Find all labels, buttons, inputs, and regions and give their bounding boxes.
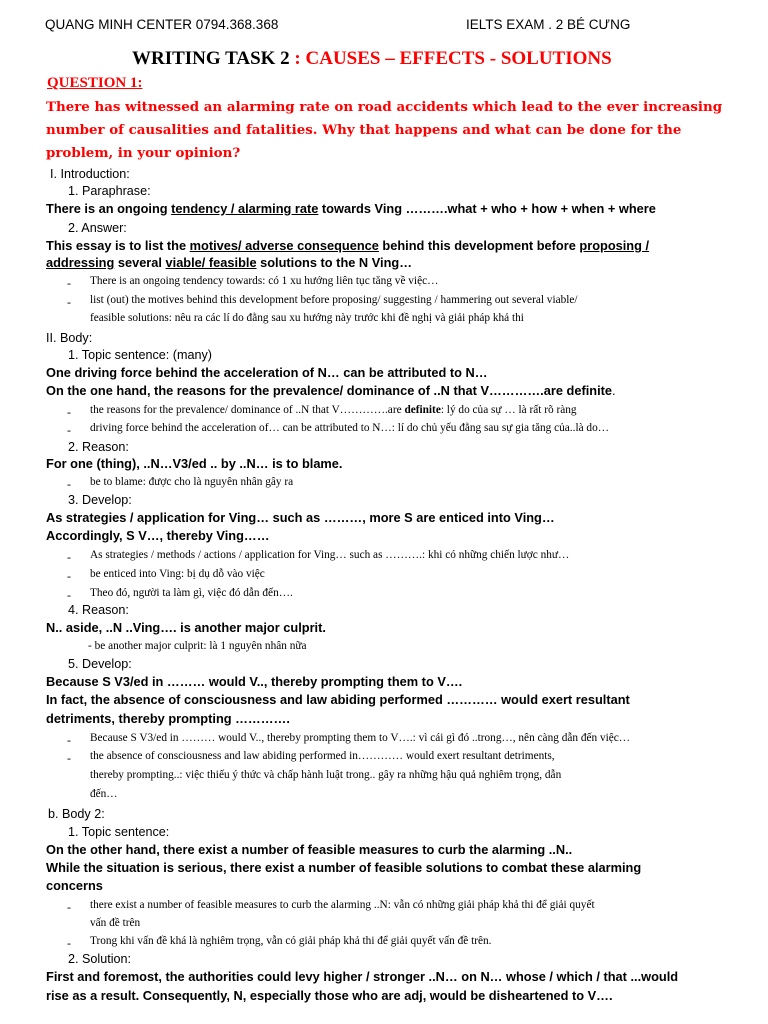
bullet-text: đến… — [90, 788, 118, 800]
bullet-text: thereby prompting..: việc thiếu ý thức và chấp hành luật trong.. gây ra những hậu quả nghiêm trọng, dẫn — [90, 769, 562, 781]
bullet-text: list (out) the motives behind this development before proposing/ suggesting / hammering out several viable/ — [90, 294, 578, 306]
bullet-text: vấn đề trên — [90, 917, 141, 929]
bold-line: Accordingly, S V…, thereby Ving…… — [46, 528, 270, 543]
section-heading: II. Body: — [46, 331, 93, 345]
bullet-dash: - — [67, 569, 71, 583]
section-heading: I. Introduction: — [50, 167, 130, 181]
bullet-dash: - — [67, 751, 71, 765]
bold-line: On the one hand, the reasons for the prevalence/ dominance of ..N that V………….are definite. — [46, 383, 616, 398]
numbered-item: 1. Topic sentence: (many) — [68, 348, 212, 362]
numbered-item: 3. Develop: — [68, 493, 132, 507]
page-title — [132, 49, 612, 68]
header-right: IELTS EXAM . 2 BÉ CƯNG — [466, 17, 631, 32]
numbered-item: 1. Topic sentence: — [68, 825, 170, 839]
bold-line: For one (thing), ..N…V3/ed .. by ..N… is to blame. — [46, 456, 343, 471]
bullet-dash: - — [67, 936, 71, 950]
bullet-text: feasible solutions: nêu ra các lí do đằng sau xu hướng này trước khi đề nghị và giải pháp khả thi — [90, 312, 524, 324]
bullet-dash: - — [67, 477, 71, 491]
bullet-text: As strategies / methods / actions / application for Ving… such as ……….: khi có những chiến lược như… — [90, 549, 570, 561]
bullet-text: Theo đó, người ta làm gì, việc đó dẫn đến…. — [90, 587, 293, 599]
bold-line: addressing several viable/ feasible solutions to the N Ving… — [46, 255, 413, 270]
title-red: : CAUSES – EFFECTS - SOLUTIONS — [294, 48, 612, 69]
bold-line: As strategies / application for Ving… such as ………, more S are enticed into Ving… — [46, 510, 555, 525]
bold-line: On the other hand, there exist a number of feasible measures to curb the alarming ..N.. — [46, 842, 573, 857]
bullet-dash: - — [67, 276, 71, 290]
numbered-item: 2. Answer: — [68, 221, 127, 235]
sub-note: - be another major culprit: là 1 nguyên nhân nữa — [88, 640, 307, 652]
bullet-text: Trong khi vấn đề khá là nghiêm trọng, vẫn có giải pháp khả thi để giải quyết vấn đề trên. — [90, 935, 492, 947]
title-black: WRITING TASK 2 — [132, 48, 295, 69]
bullet-text: the absence of consciousness and law abiding performed in………… would exert resultant detriments, — [90, 750, 555, 762]
question-line: There has witnessed an alarming rate on road accidents which lead to the ever increasing — [46, 99, 723, 115]
question-line: number of causalities and fatalities. Why that happens and what can be done for the — [46, 122, 682, 138]
bold-line: While the situation is serious, there exist a number of feasible solutions to combat these alarming — [46, 860, 642, 875]
section-heading: b. Body 2: — [48, 807, 105, 821]
bullet-text: be to blame: được cho là nguyên nhân gây ra — [90, 476, 294, 488]
numbered-item: 2. Solution: — [68, 952, 132, 966]
question-label: QUESTION 1: — [47, 75, 143, 91]
bold-line: concerns — [46, 878, 103, 893]
bold-line: First and foremost, the authorities could levy higher / stronger ..N… on N… whose / which / that ...would — [46, 969, 679, 984]
bold-line: In fact, the absence of consciousness and law abiding performed ………… would exert resultant — [46, 692, 630, 707]
bullet-dash: - — [67, 550, 71, 564]
bullet-text: driving force behind the acceleration of… can be attributed to N…: lí do chủ yếu đằng sau sự gia tăng của..là do… — [90, 422, 610, 434]
question-line: problem, in your opinion? — [46, 145, 241, 161]
bullet-dash: - — [67, 900, 71, 914]
bullet-text: the reasons for the prevalence/ dominance of ..N that V………….are definite: lý do của sự … là rất rõ ràng — [90, 404, 577, 416]
bullet-text: There is an ongoing tendency towards: có 1 xu hướng liên tục tăng về việc… — [90, 275, 439, 287]
bold-line: N.. aside, ..N ..Ving…. is another major culprit. — [46, 620, 326, 635]
bold-line: There is an ongoing tendency / alarming rate towards Ving ……….what + who + how + when + where — [46, 201, 656, 216]
bullet-dash: - — [67, 733, 71, 747]
bold-line: This essay is to list the motives/ adverse consequence behind this development before proposing / — [46, 238, 650, 253]
bold-line: rise as a result. Consequently, N, especially those who are adj, would be disheartened to V…. — [46, 988, 613, 1003]
bullet-dash: - — [67, 423, 71, 437]
numbered-item: 1. Paraphrase: — [68, 184, 151, 198]
numbered-item: 2. Reason: — [68, 440, 129, 454]
bullet-text: there exist a number of feasible measures to curb the alarming ..N: vẫn có những giải pháp khả thi để giải quyết — [90, 899, 595, 911]
bold-line: One driving force behind the acceleration of N… can be attributed to N… — [46, 365, 488, 380]
numbered-item: 4. Reason: — [68, 603, 129, 617]
header-left: QUANG MINH CENTER 0794.368.368 — [45, 17, 279, 32]
bullet-text: be enticed into Ving: bị dụ dỗ vào việc — [90, 568, 265, 580]
bold-line: Because S V3/ed in ……… would V.., thereby prompting them to V…. — [46, 674, 463, 689]
bullet-dash: - — [67, 588, 71, 602]
bullet-dash: - — [67, 405, 71, 419]
bullet-dash: - — [67, 295, 71, 309]
bold-line: detriments, thereby prompting …………. — [46, 711, 290, 726]
bullet-text: Because S V3/ed in ……… would V.., thereby prompting them to V….: vì cái gì đó ..trong…, nên càng dẫn đến việc… — [90, 732, 631, 744]
numbered-item: 5. Develop: — [68, 657, 132, 671]
